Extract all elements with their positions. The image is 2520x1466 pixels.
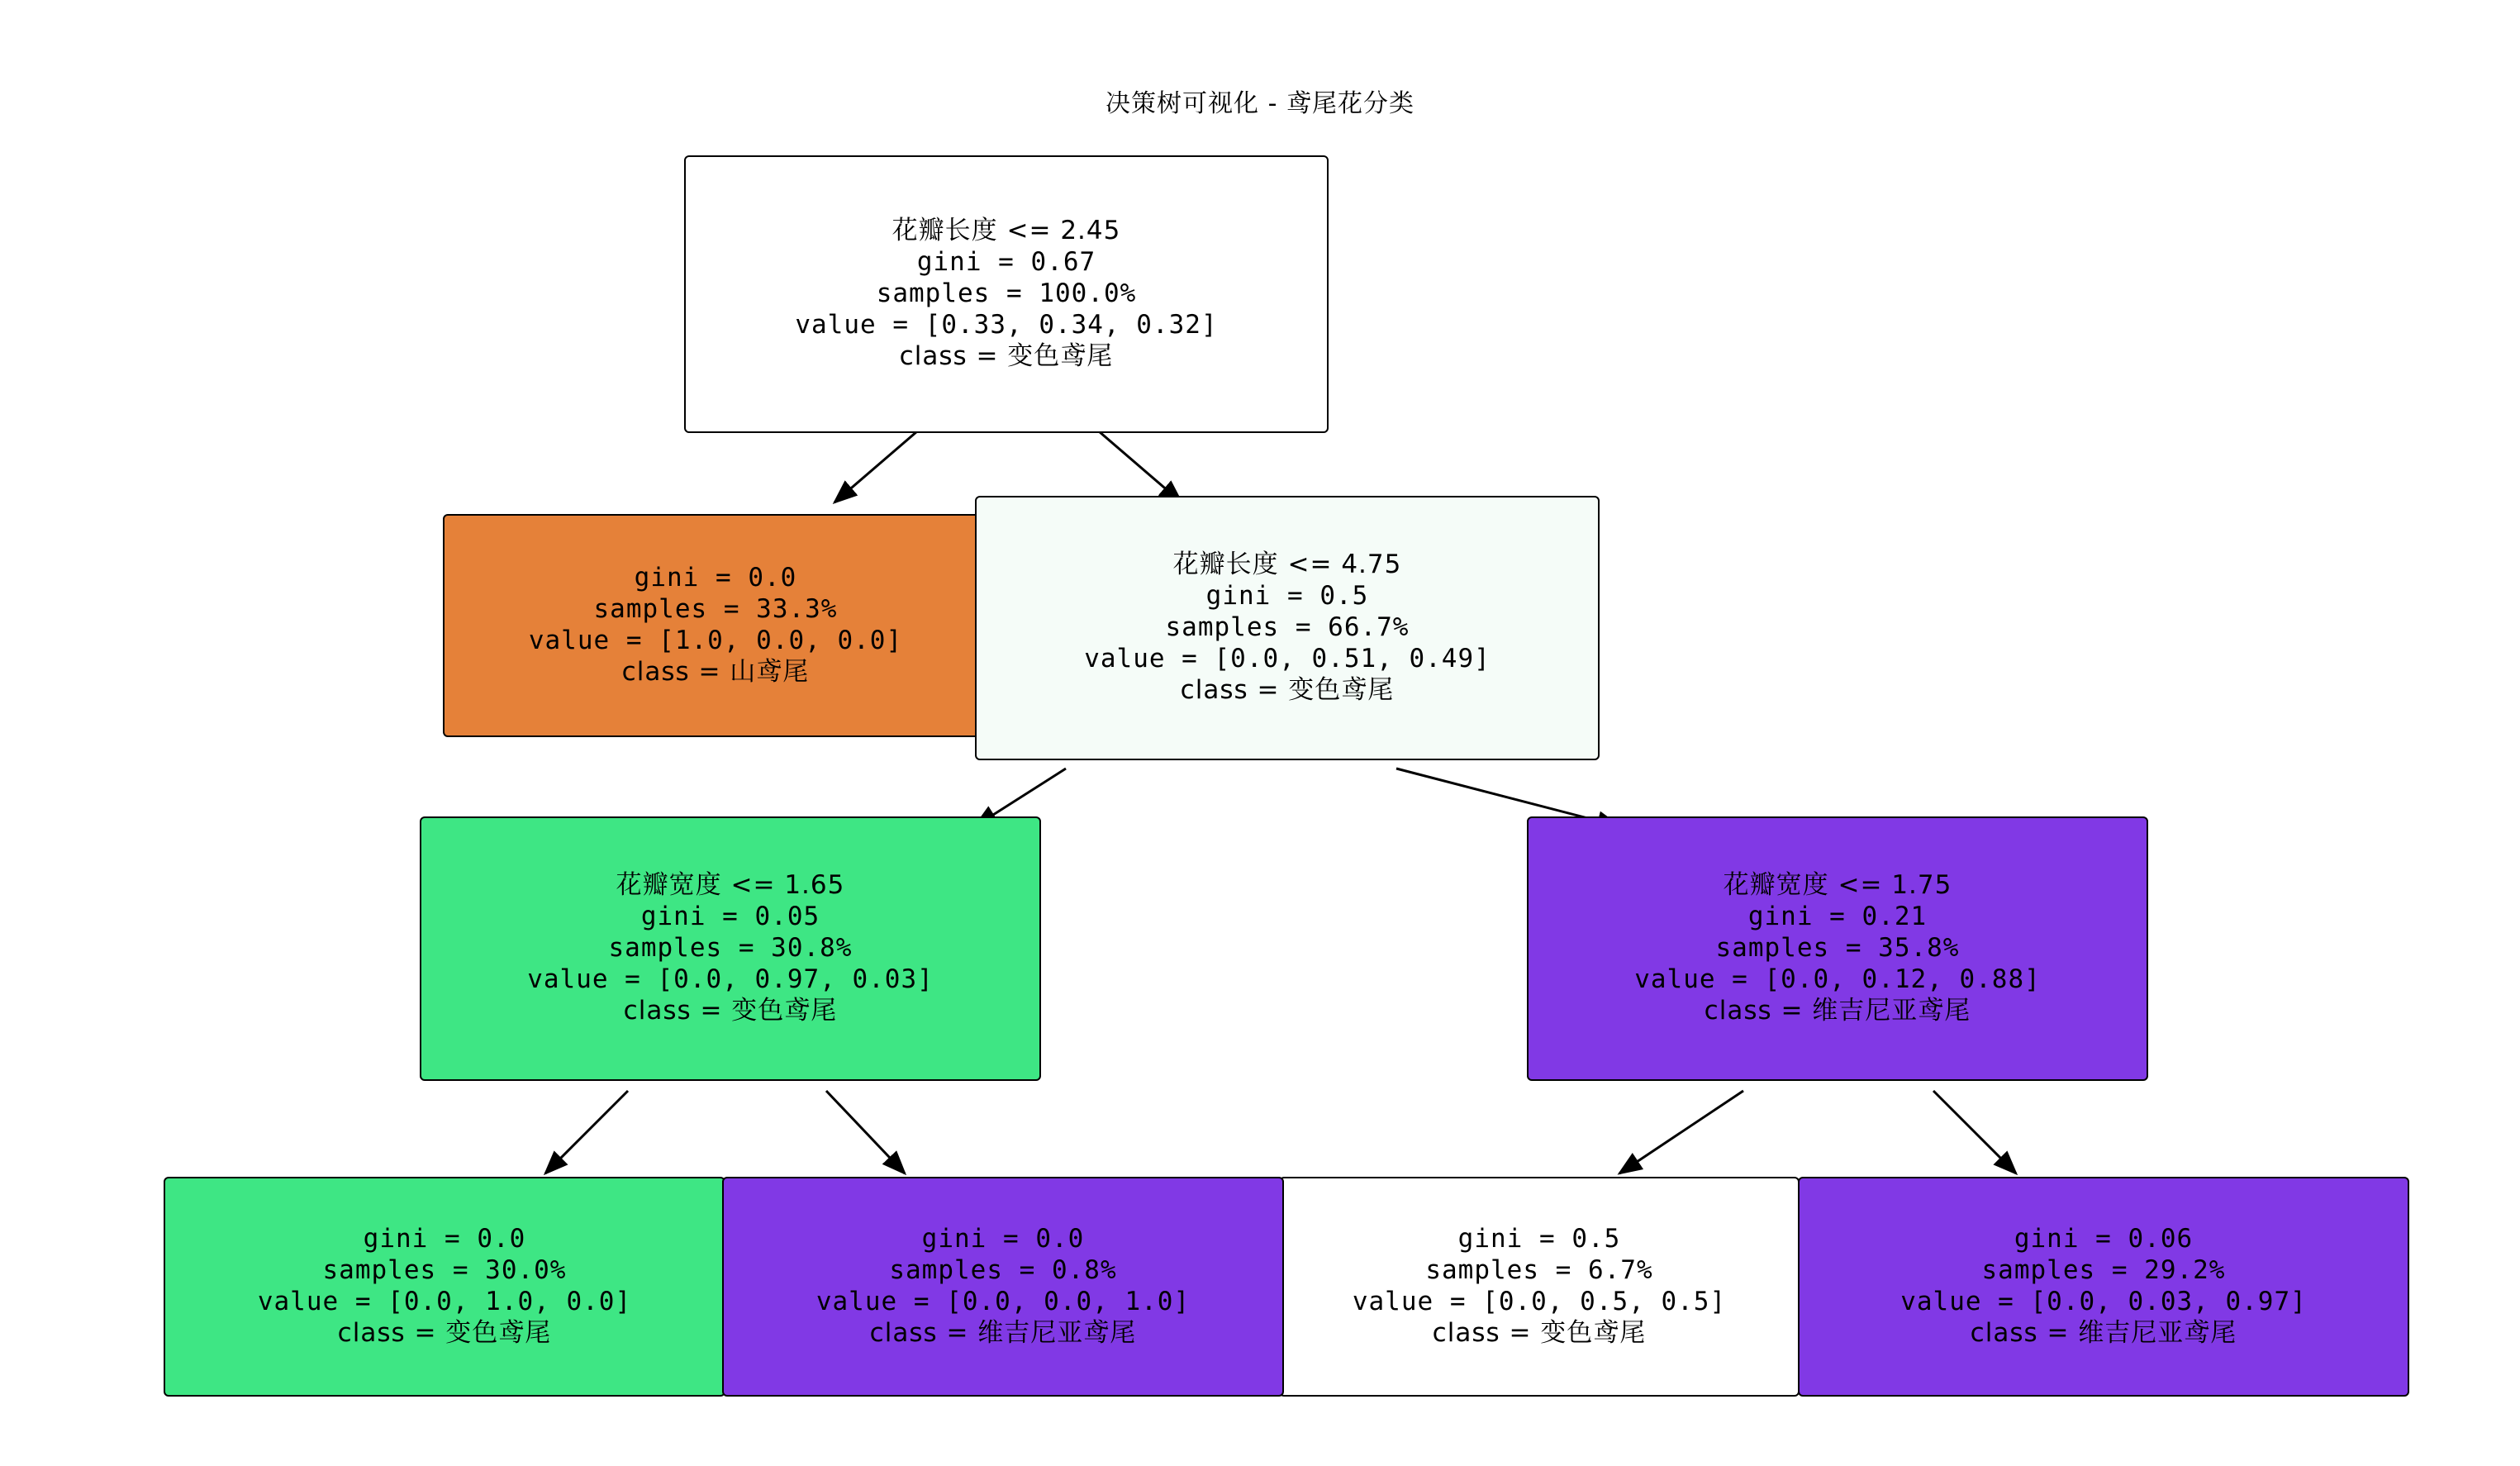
edge-n4-right: [1933, 1091, 2016, 1173]
node-class: class = 维吉尼亚鸢尾: [1704, 995, 1971, 1026]
node-value: value = [0.0, 0.03, 0.97]: [1900, 1287, 2307, 1316]
node-value: value = [0.0, 0.0, 1.0]: [815, 1287, 1191, 1316]
node-samples: samples = 100.0%: [876, 278, 1137, 309]
node-class: class = 变色鸢尾: [1432, 1317, 1647, 1348]
node-value: value = [0.0, 0.97, 0.03]: [527, 964, 934, 994]
tree-node-petal-length-475[interactable]: [975, 496, 1600, 760]
tree-node-setosa-leaf[interactable]: [443, 514, 988, 737]
node-gini: gini = 0.67: [916, 247, 1096, 278]
node-gini: gini = 0.5: [1457, 1224, 1621, 1254]
tree-node-root[interactable]: [684, 155, 1329, 433]
node-value: value = [1.0, 0.0, 0.0]: [528, 626, 903, 655]
tree-leaf-versicolor-67[interactable]: [1279, 1177, 1800, 1397]
node-value: value = [0.0, 0.5, 0.5]: [1352, 1287, 1727, 1316]
node-condition: 花瓣长度 <= 4.75: [1172, 550, 1402, 580]
figure-title: 决策树可视化 - 鸢尾花分类: [1105, 89, 1415, 118]
node-class: class = 变色鸢尾: [623, 995, 838, 1026]
node-class: class = 变色鸢尾: [899, 340, 1114, 371]
node-gini: gini = 0.0: [634, 563, 797, 593]
node-condition: 花瓣宽度 <= 1.75: [1723, 870, 1952, 901]
node-gini: gini = 0.5: [1205, 581, 1369, 612]
edge-n4-left: [1619, 1091, 1743, 1173]
node-gini: gini = 0.06: [2014, 1224, 2194, 1254]
edge-root-right: [1099, 431, 1182, 502]
node-gini: gini = 0.0: [921, 1224, 1085, 1254]
node-samples: samples = 33.3%: [593, 594, 838, 625]
node-samples: samples = 35.8%: [1715, 933, 1960, 964]
node-class: class = 山鸢尾: [621, 656, 810, 687]
tree-node-petal-width-165[interactable]: [420, 816, 1041, 1081]
node-class: class = 变色鸢尾: [337, 1317, 552, 1348]
edge-n3-right: [826, 1091, 905, 1173]
node-value: value = [0.0, 0.12, 0.88]: [1634, 964, 2041, 994]
node-samples: samples = 66.7%: [1165, 612, 1410, 643]
node-samples: samples = 0.8%: [889, 1255, 1117, 1286]
node-samples: samples = 30.0%: [322, 1255, 567, 1286]
node-gini: gini = 0.0: [363, 1224, 526, 1254]
tree-leaf-virginica-292[interactable]: [1798, 1177, 2409, 1397]
node-value: value = [0.0, 0.51, 0.49]: [1084, 643, 1491, 674]
node-samples: samples = 30.8%: [608, 933, 853, 964]
node-class: class = 维吉尼亚鸢尾: [869, 1317, 1137, 1348]
node-gini: gini = 0.21: [1747, 902, 1928, 932]
node-gini: gini = 0.05: [640, 902, 820, 932]
tree-leaf-virginica-08[interactable]: [722, 1177, 1284, 1397]
tree-node-petal-width-175[interactable]: [1527, 816, 2148, 1081]
node-samples: samples = 29.2%: [1981, 1255, 2226, 1286]
tree-leaf-versicolor-30[interactable]: [164, 1177, 725, 1397]
node-value: value = [0.0, 1.0, 0.0]: [257, 1287, 632, 1316]
edge-n3-left: [545, 1091, 628, 1173]
node-value: value = [0.33, 0.34, 0.32]: [795, 309, 1218, 340]
edge-root-left: [834, 431, 917, 502]
node-class: class = 变色鸢尾: [1180, 674, 1395, 705]
node-samples: samples = 6.7%: [1425, 1255, 1653, 1286]
node-class: class = 维吉尼亚鸢尾: [1970, 1317, 2237, 1348]
node-condition: 花瓣宽度 <= 1.65: [616, 870, 845, 901]
node-condition: 花瓣长度 <= 2.45: [892, 216, 1121, 246]
